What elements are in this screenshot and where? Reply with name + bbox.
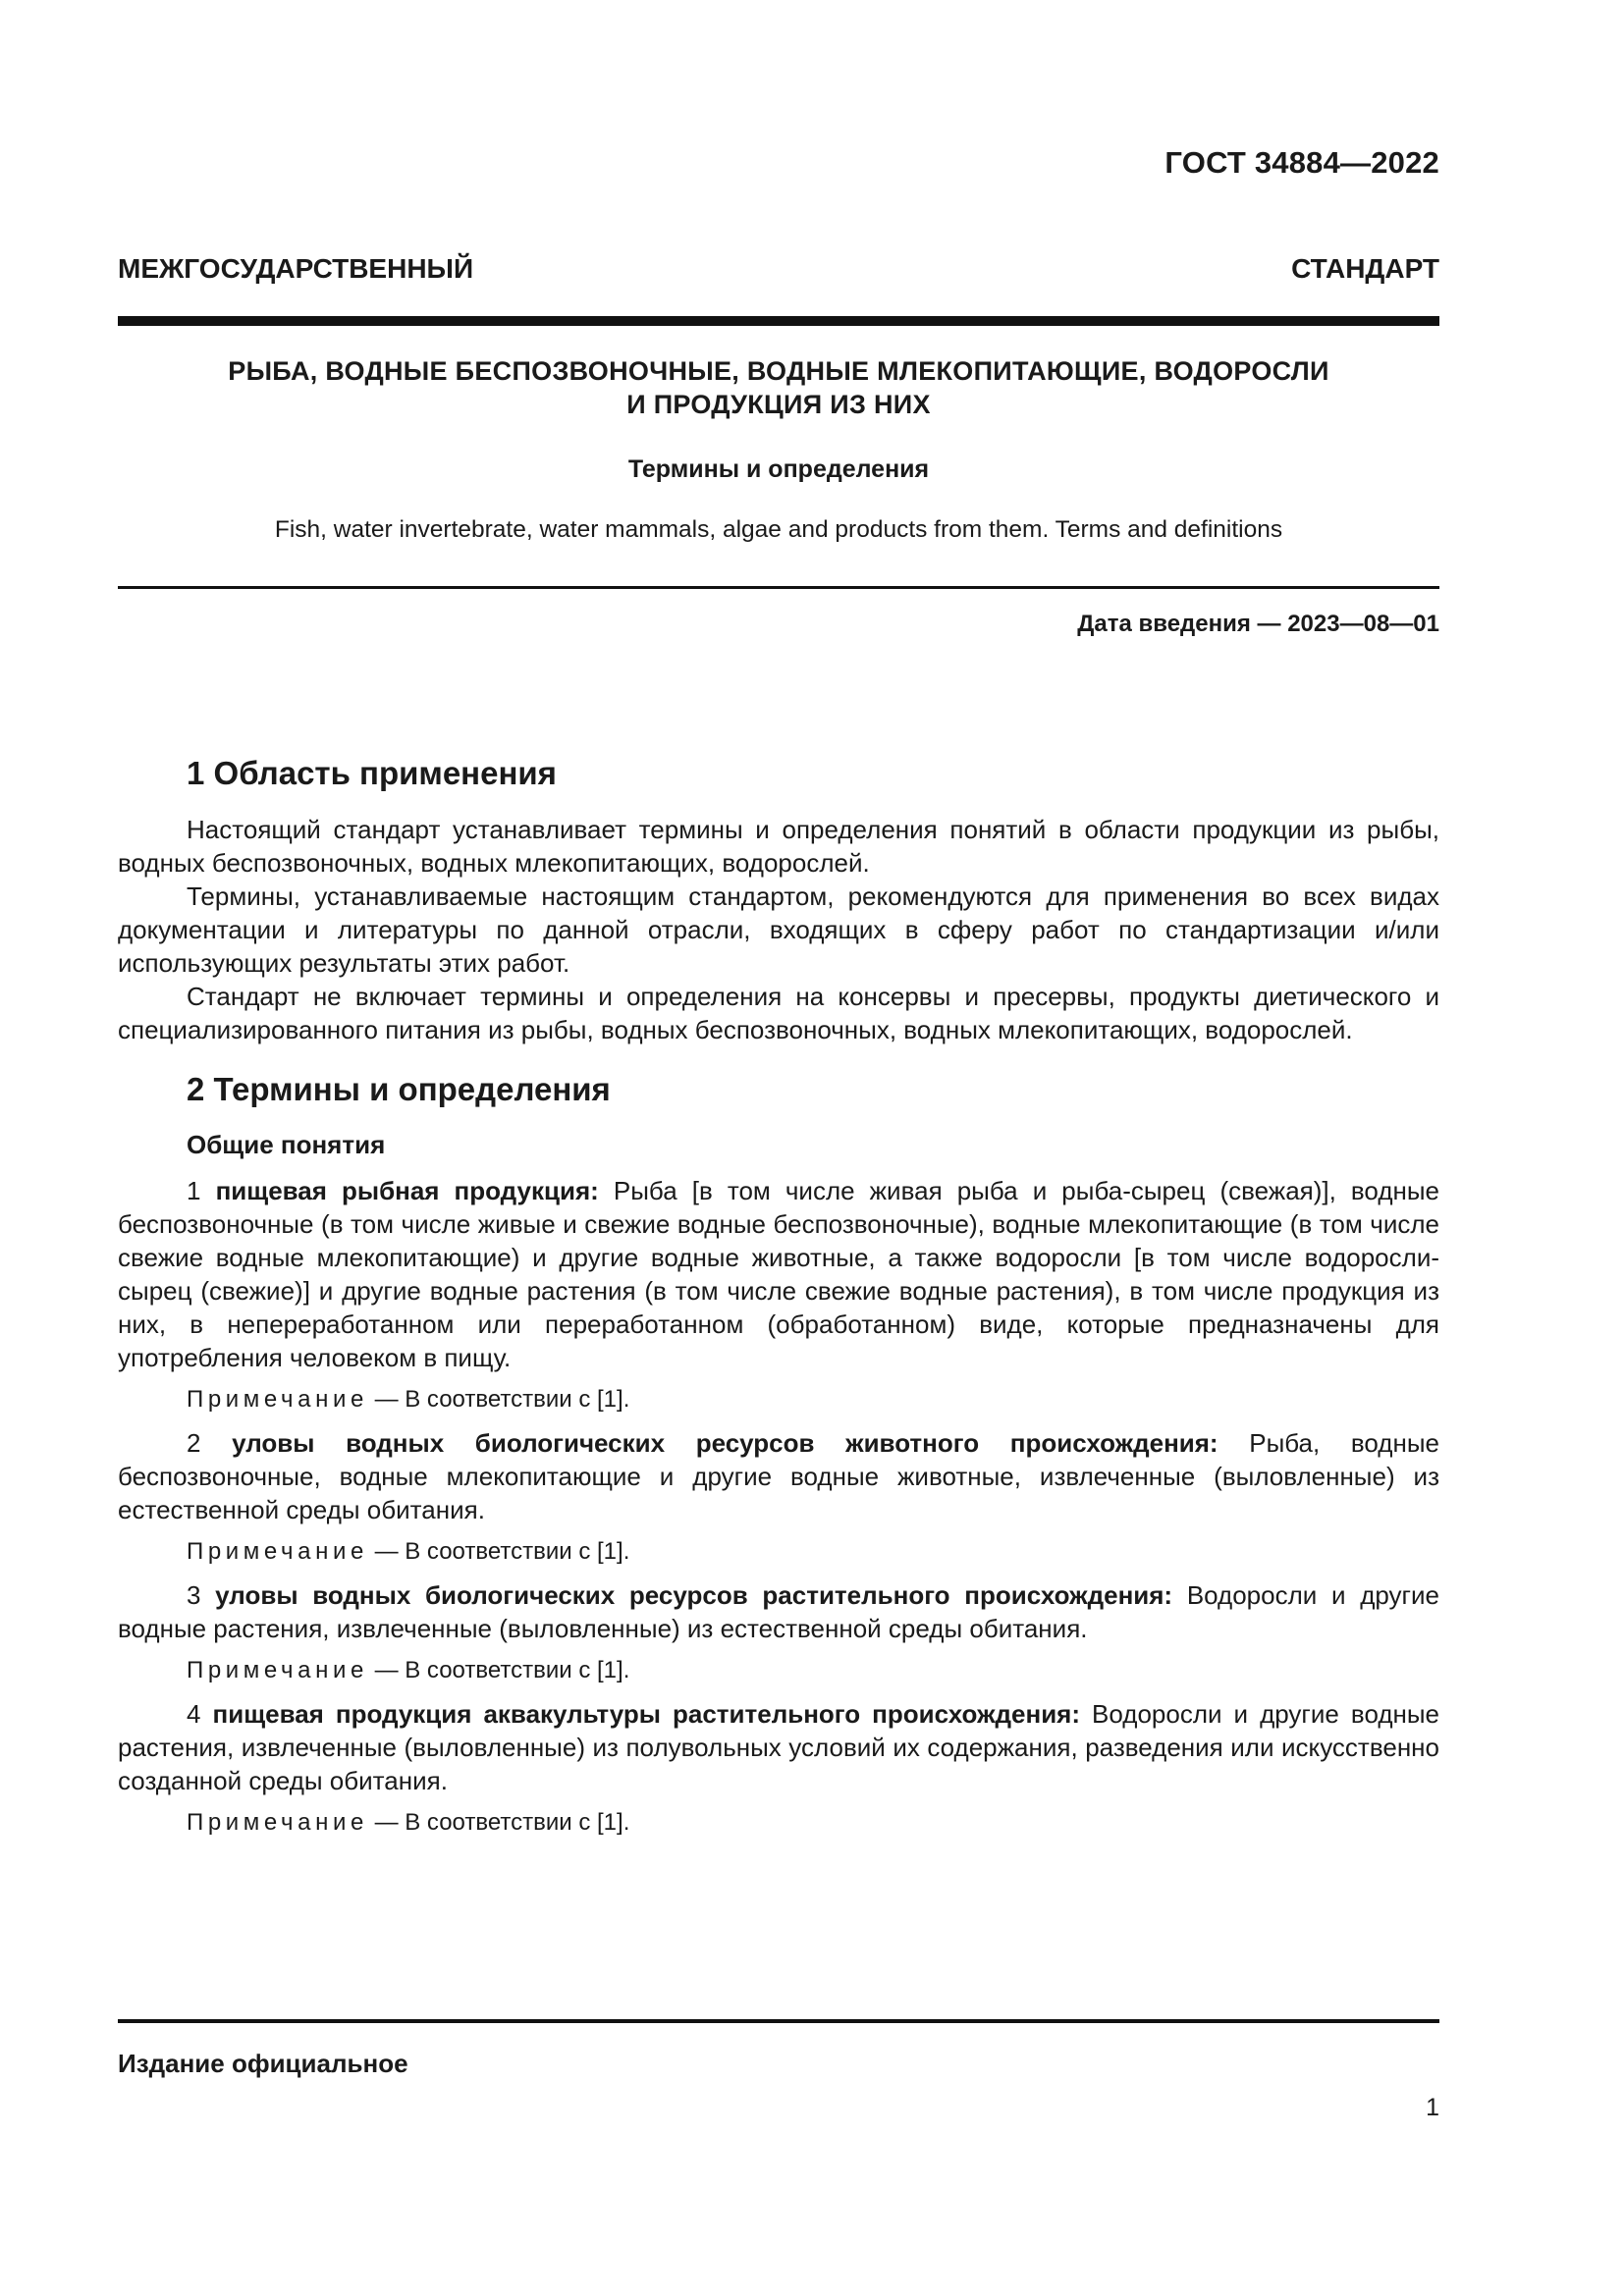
standard-kind: МЕЖГОСУДАРСТВЕННЫЙ СТАНДАРТ (118, 253, 1439, 284)
term-number: 2 (187, 1428, 201, 1458)
note-text: — В соответствии с [1]. (367, 1809, 630, 1836)
term-name: пищевая рыбная продукция: (215, 1176, 599, 1205)
term-definition: Водоросли и другие водные растения, извлеченные (выловленные) из полувольных условий их содержания, разведения или искусственно созданной среды обитания. (118, 1699, 1440, 1795)
note-text: — В соответствии с [1]. (367, 1657, 630, 1683)
section-1-paragraph: Настоящий стандарт устанавливает термины и определения понятий в области продукции из рыбы, водных беспозвоночных, водных млекопитающих, водорослей. (118, 815, 1439, 878)
term-name: уловы водных биологических ресурсов растительного происхождения: (215, 1580, 1173, 1610)
term-note (118, 1383, 1439, 1416)
term-note (118, 1806, 1439, 1840)
note-label: Примечание (187, 1386, 368, 1413)
term-note (118, 1535, 1439, 1569)
term-number: 1 (187, 1176, 201, 1205)
section-1-paragraph: Стандарт не включает термины и определения на консервы и пресервы, продукты диетического и специализированного питания из рыбы, водных беспозвоночных, водных млекопитающих, водорослей. (118, 982, 1439, 1044)
term-entry (118, 1426, 1439, 1526)
term-entry (118, 1174, 1439, 1374)
note-text: — В соответствии с [1]. (367, 1386, 630, 1413)
document-title (118, 354, 1439, 421)
term-entry (118, 1578, 1439, 1645)
page-number: 1 (1426, 2094, 1439, 2121)
term-number: 4 (187, 1699, 201, 1729)
term-definition: Рыба, водные беспозвоночные, водные млекопитающие и другие водные животные, извлеченные (выловленные) из естественной среды обитания. (118, 1428, 1439, 1524)
title-divider (118, 586, 1439, 589)
footer-divider (118, 2019, 1439, 2023)
section-2-subheading: Общие понятия (187, 1130, 386, 1159)
section-2-heading: 2 Термины и определения (187, 1071, 611, 1107)
note-text: — В соответствии с [1]. (367, 1538, 630, 1565)
section-1-heading: 1 Область применения (187, 755, 557, 791)
term-name: пищевая продукция аквакультуры растительного происхождения: (212, 1699, 1081, 1729)
title-line-2: И ПРОДУКЦИЯ ИЗ НИХ (626, 390, 931, 419)
term-entry (118, 1697, 1439, 1797)
note-label: Примечание (187, 1657, 368, 1683)
introduction-date: Дата введения — 2023—08—01 (1077, 611, 1439, 637)
document-code: ГОСТ 34884—2022 (1164, 145, 1439, 180)
document-body (118, 752, 1439, 1840)
document-subtitle: Термины и определения (627, 455, 930, 483)
term-name: уловы водных биологических ресурсов животного происхождения: (232, 1428, 1218, 1458)
term-note (118, 1654, 1439, 1687)
note-label: Примечание (187, 1809, 368, 1836)
section-1-paragraph: Термины, устанавливаемые настоящим стандартом, рекомендуются для применения во всех видах документации и литературы по данной отрасли, входящих в сферу работ по стандартизации и/или использующих результаты этих работ. (118, 881, 1439, 978)
term-definition: Рыба [в том числе живая рыба и рыба-сырец (свежая)], водные беспозвоночные (в том числе живые и свежие водные беспозвоночные), водные млекопитающие (в том числе свежие водные млекопитающие) и другие водные животные, а также водоросли [в том числе водоросли-сырец (свежие)] и другие водные растения (в том числе свежие водные растения), в том числе продукция из них, в непереработанном или переработанном (обработанном) виде, которые предназначены для употребления человеком в пищу. (118, 1176, 1440, 1372)
term-number: 3 (187, 1580, 201, 1610)
english-title: Fish, water invertebrate, water mammals, algae and products from them. Terms and definitions (274, 516, 1283, 543)
note-label: Примечание (187, 1538, 368, 1565)
section-1-body (118, 813, 1439, 1046)
title-line-1: РЫБА, ВОДНЫЕ БЕСПОЗВОНОЧНЫЕ, ВОДНЫЕ МЛЕКОПИТАЮЩИЕ, ВОДОРОСЛИ (228, 356, 1329, 386)
header-divider (118, 316, 1439, 326)
edition-label: Издание официальное (118, 2049, 408, 2078)
term-definition: Водоросли и другие водные растения, извлеченные (выловленные) из естественной среды обитания. (118, 1580, 1439, 1643)
